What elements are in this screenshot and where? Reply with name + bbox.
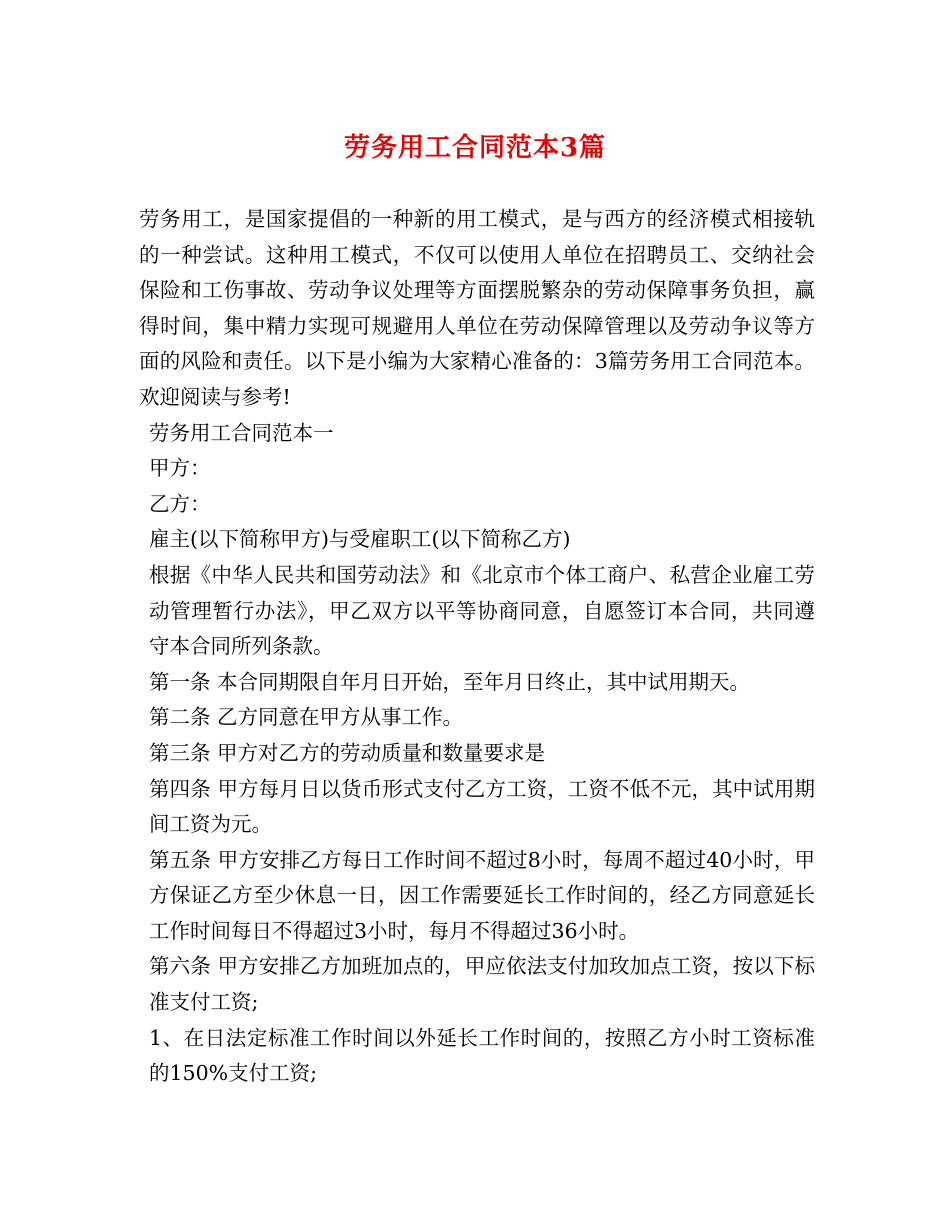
parties-definition: 雇主(以下简称甲方)与受雇职工(以下简称乙方) <box>149 527 571 552</box>
article-6-item-1: 1、在日法定标准工作时间以外延长工作时间的，按照乙方小时工资标准的150%支付工资; <box>149 1025 815 1086</box>
document-body <box>139 202 815 1092</box>
article-5: 第五条 甲方安排乙方每日工作时间不超过8小时，每周不超过40小时，甲方保证乙方至少休息一日，因工作需要延长工作时间的，经乙方同意延长工作时间每日不得超过3小时，每月不得超过36小时。 <box>149 847 815 943</box>
article-4: 第四条 甲方每月日以货币形式支付乙方工资，工资不低不元，其中试用期间工资为元。 <box>149 776 815 837</box>
article-3: 第三条 甲方对乙方的劳动质量和数量要求是 <box>149 740 546 765</box>
document-title: 劳务用工合同范本3篇 <box>343 133 607 163</box>
section-heading-contract-one: 劳务用工合同范本一 <box>149 420 334 445</box>
article-2: 第二条 乙方同意在甲方从事工作。 <box>149 705 464 730</box>
party-b-line: 乙方： <box>149 491 211 516</box>
party-a-line: 甲方： <box>149 456 211 481</box>
article-1: 第一条 本合同期限自年月日开始，至年月日终止，其中试用期天。 <box>149 669 751 694</box>
article-6: 第六条 甲方安排乙方加班加点的，甲应依法支付加玫加点工资，按以下标准支付工资; <box>149 954 815 1015</box>
legal-basis-paragraph: 根据《中华人民共和国劳动法》和《北京市个体工商户、私营企业雇工劳动管理暂行办法》，甲乙双方以平等协商同意，自愿签订本合同，共同遵守本合同所列条款。 <box>149 562 815 659</box>
intro-paragraph: 劳务用工，是国家提倡的一种新的用工模式，是与西方的经济模式相接轨的一种尝试。这种用工模式，不仅可以使用人单位在招聘员工、交纳社会保险和工伤事故、劳动争议处理等方面摆脱繁杂的劳动保障事务负担，赢得时间，集中精力实现可规避用人单位在劳动保障管理以及劳动争议等方面的风险和责任。以下是小编为大家精心准备的：3篇劳务用工合同范本。欢迎阅读与参考! <box>139 207 815 409</box>
